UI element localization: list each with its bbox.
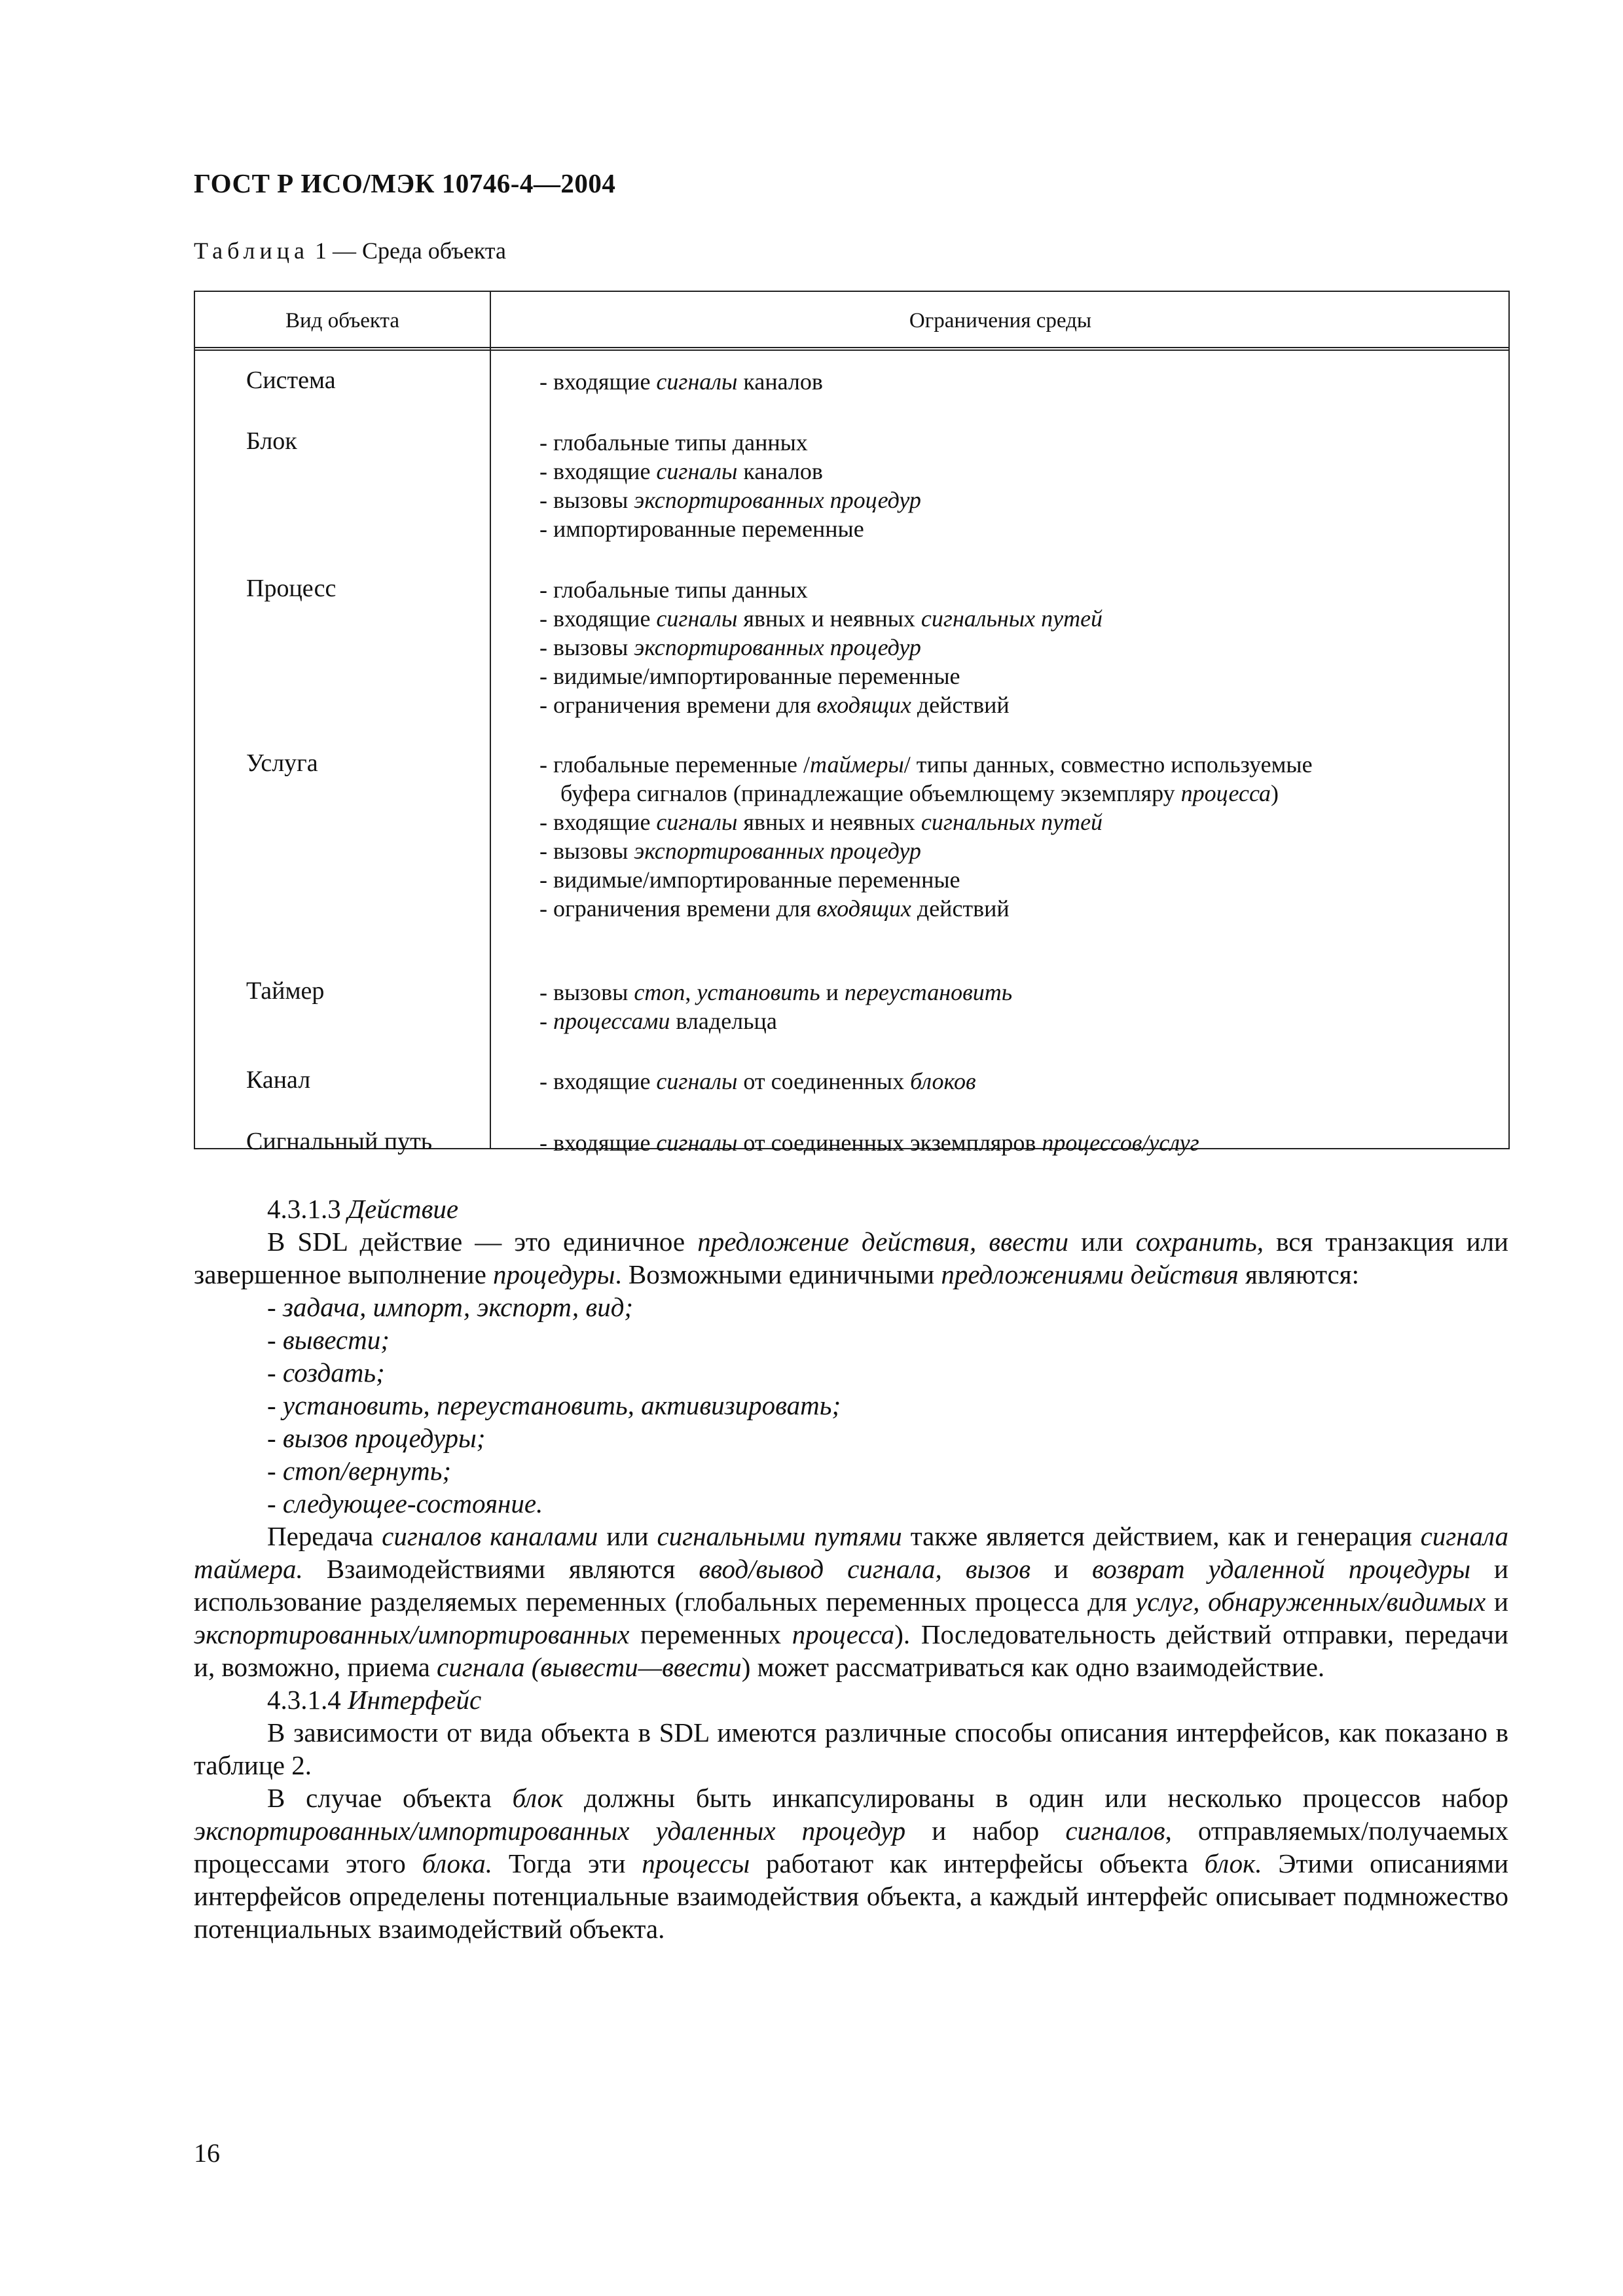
constraint-line: - входящие сигналы явных и неявных сигнальных путей (539, 809, 1103, 835)
table-row-constraints (539, 750, 1495, 923)
table-header-constraints: Ограничения среды (909, 309, 1092, 332)
table-caption-text: 1 — Среда объекта (308, 238, 506, 264)
action-list-item: - вывести; (267, 1325, 390, 1355)
table-row-constraints (539, 978, 1495, 1035)
action-list-item: - следующее-состояние. (267, 1488, 543, 1518)
constraint-line: - глобальные переменные /таймеры/ типы данных, совместно используемые (539, 751, 1313, 778)
table-row-constraints (539, 1067, 1495, 1096)
table-header-kind: Вид объекта (285, 309, 399, 332)
page-number: 16 (194, 2138, 220, 2168)
table-row-kind: Услуга (246, 749, 318, 777)
constraint-line: - вызовы стоп, установить и переустановить (539, 979, 1013, 1005)
table-row-constraints (539, 1128, 1495, 1157)
constraint-line: - ограничения времени для входящих действий (539, 895, 1010, 922)
environment-table (194, 291, 1510, 1156)
action-list-item: - установить, переустановить, активизировать; (267, 1390, 841, 1420)
table-caption (194, 237, 506, 264)
table-row-kind: Система (246, 367, 336, 394)
constraint-line: - входящие сигналы каналов (539, 458, 823, 484)
table-row-kind: Процесс (246, 575, 337, 602)
constraint-line: - процессами владельца (539, 1008, 777, 1034)
action-list-item: - вызов процедуры; (267, 1423, 486, 1453)
constraint-line: буфера сигналов (принадлежащие объемлющему экземпляру процесса) (560, 780, 1279, 806)
paragraph-block-interface: В случае объекта блок должны быть инкапсулированы в один или несколько процессов набор экспортированных/импортированных удаленных процедур и набор сигналов, отправляемых/получаемых процессами этого блока. Тогда эти процессы работают как интерфейсы объекта блок. Этими описаниями интерфейсов определены потенциальные взаимодействия объекта, а каждый интерфейс описывает подмножество потенциальных взаимодействий объекта. (194, 1783, 1509, 1944)
section-heading-4-3-1-3: 4.3.1.3 Действие (267, 1194, 459, 1224)
table-row-kind: Сигнальный путь (246, 1128, 433, 1155)
table-header-rule (195, 347, 1508, 351)
section-heading-4-3-1-4: 4.3.1.4 Интерфейс (267, 1685, 482, 1715)
constraint-line: - ограничения времени для входящих действий (539, 692, 1010, 718)
table-row-constraints (539, 367, 1495, 396)
table-row-kind: Канал (246, 1066, 311, 1094)
constraint-line: - входящие сигналы каналов (539, 368, 823, 395)
paragraph-action-definition: В SDL действие — это единичное предложение действия, ввести или сохранить, вся транзакция или завершенное выполнение процедуры. Возможными единичными предложениями действия являются: (194, 1227, 1508, 1289)
table-caption-label: Таблица (194, 238, 309, 264)
constraint-line: - видимые/импортированные переменные (539, 663, 960, 689)
section-text (194, 1193, 1508, 1945)
constraint-line: - вызовы экспортированных процедур (539, 838, 921, 864)
action-list-item: - стоп/вернуть; (267, 1456, 452, 1486)
constraint-line: - входящие сигналы от соединенных экземпляров процессов/услуг (539, 1130, 1199, 1156)
constraint-line: - входящие сигналы от соединенных блоков (539, 1068, 976, 1094)
table-row-kind: Блок (246, 427, 297, 455)
action-list (194, 1291, 1508, 1520)
table-row-constraints (539, 575, 1495, 719)
constraint-line: - видимые/импортированные переменные (539, 867, 960, 893)
paragraph-interaction: Передача сигналов каналами или сигнальными путями также является действием, как и генерация сигнала таймера. Взаимодействиями являются ввод/вывод сигнала, вызов и возврат удаленной процедуры и использование разделяемых переменных (глобальных переменных процесса для услуг, обнаруженных/видимых и экспортированных/импортированных переменных процесса). Последовательность действий отправки, передачи и, возможно, приема сигнала (вывести—ввести) может рассматриваться как одно взаимодействие. (194, 1521, 1509, 1682)
constraint-line: - глобальные типы данных (539, 577, 808, 603)
table-row-constraints (539, 428, 1495, 543)
constraint-line: - глобальные типы данных (539, 429, 808, 456)
table-row-kind: Таймер (246, 977, 325, 1005)
constraint-line: - входящие сигналы явных и неявных сигнальных путей (539, 605, 1103, 632)
table-column-divider (490, 292, 491, 1148)
action-list-item: - задача, импорт, экспорт, вид; (267, 1292, 634, 1322)
paragraph-interface-ways: В зависимости от вида объекта в SDL имеются различные способы описания интерфейсов, как показано в таблице 2. (194, 1717, 1508, 1780)
constraint-line: - импортированные переменные (539, 516, 864, 542)
action-list-item: - создать; (267, 1357, 385, 1388)
document-header: ГОСТ Р ИСО/МЭК 10746-4—2004 (194, 168, 616, 198)
constraint-line: - вызовы экспортированных процедур (539, 634, 921, 660)
constraint-line: - вызовы экспортированных процедур (539, 487, 921, 513)
